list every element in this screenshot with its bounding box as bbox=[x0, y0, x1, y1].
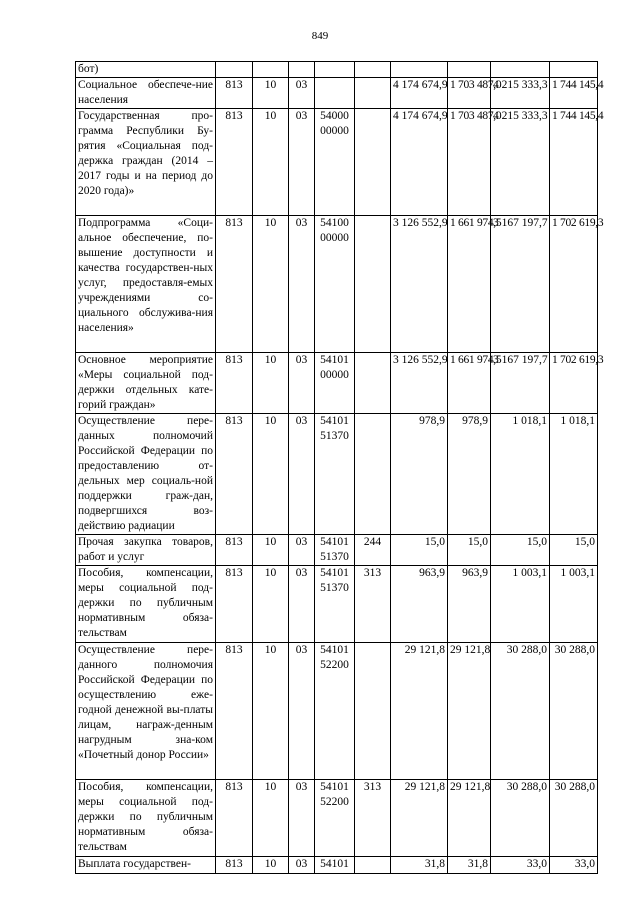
cell-sum-1: 978,9 bbox=[391, 414, 448, 535]
cell-sum-3: 3 167 197,7 bbox=[491, 216, 550, 353]
cell-target-article: 54100 00000 bbox=[315, 216, 355, 353]
cell-grbs: 813 bbox=[216, 353, 253, 414]
cell-name: Прочая закупка товаров, работ и услуг bbox=[76, 535, 216, 566]
cell-target-article bbox=[315, 78, 355, 109]
cell-grbs: 813 bbox=[216, 857, 253, 874]
cell-expense-type: 244 bbox=[355, 535, 391, 566]
table-row bbox=[76, 566, 598, 643]
cell-sum-1: 4 174 674,9 bbox=[391, 78, 448, 109]
cell-sum-2: 1 703 487,0 bbox=[448, 109, 491, 216]
cell-expense-type: 313 bbox=[355, 566, 391, 643]
cell-expense-type bbox=[355, 353, 391, 414]
cell-expense-type bbox=[355, 109, 391, 216]
cell-sum-3: 30 288,0 bbox=[491, 643, 550, 780]
cell-sum-1: 29 121,8 bbox=[391, 780, 448, 857]
table-row bbox=[76, 857, 598, 874]
cell-target-article: 54101 51370 bbox=[315, 535, 355, 566]
cell-sum-4 bbox=[550, 62, 598, 78]
cell-expense-type: 313 bbox=[355, 780, 391, 857]
cell-sum-3: 4 215 333,3 bbox=[491, 109, 550, 216]
cell-sum-3: 1 003,1 bbox=[491, 566, 550, 643]
cell-sum-3: 30 288,0 bbox=[491, 780, 550, 857]
cell-sum-4: 1 744 145,4 bbox=[550, 109, 598, 216]
cell-sum-4: 30 288,0 bbox=[550, 643, 598, 780]
cell-sum-2: 31,8 bbox=[448, 857, 491, 874]
cell-sum-1: 3 126 552,9 bbox=[391, 353, 448, 414]
cell-grbs: 813 bbox=[216, 535, 253, 566]
table-row bbox=[76, 780, 598, 857]
cell-section: 10 bbox=[253, 643, 289, 780]
cell-name: бот) bbox=[76, 62, 216, 78]
cell-subsection: 03 bbox=[289, 857, 315, 874]
cell-expense-type bbox=[355, 643, 391, 780]
cell-subsection: 03 bbox=[289, 780, 315, 857]
cell-subsection: 03 bbox=[289, 535, 315, 566]
cell-name: Осуществление пере-данного полномочия Российской Федерации по осуществлению ежe-годной денежной вы-платы лицам, награж-денным нагрудным зна-ком «Почетный донор России» bbox=[76, 643, 216, 780]
cell-expense-type bbox=[355, 62, 391, 78]
cell-section: 10 bbox=[253, 566, 289, 643]
cell-name: Социальное обеспече-ние населения bbox=[76, 78, 216, 109]
cell-subsection: 03 bbox=[289, 78, 315, 109]
cell-grbs: 813 bbox=[216, 216, 253, 353]
cell-target-article: 54101 52200 bbox=[315, 780, 355, 857]
cell-sum-1: 3 126 552,9 bbox=[391, 216, 448, 353]
cell-expense-type bbox=[355, 414, 391, 535]
cell-subsection: 03 bbox=[289, 643, 315, 780]
cell-sum-2: 1 661 974,5 bbox=[448, 353, 491, 414]
cell-subsection: 03 bbox=[289, 353, 315, 414]
cell-section: 10 bbox=[253, 353, 289, 414]
cell-expense-type bbox=[355, 78, 391, 109]
cell-subsection: 03 bbox=[289, 216, 315, 353]
cell-sum-1: 29 121,8 bbox=[391, 643, 448, 780]
table-row bbox=[76, 353, 598, 414]
cell-sum-3: 15,0 bbox=[491, 535, 550, 566]
cell-grbs bbox=[216, 62, 253, 78]
cell-sum-2: 978,9 bbox=[448, 414, 491, 535]
cell-subsection: 03 bbox=[289, 109, 315, 216]
cell-name: Выплата государствен- bbox=[76, 857, 216, 874]
cell-target-article bbox=[315, 62, 355, 78]
page-number: 849 bbox=[311, 30, 329, 42]
cell-sum-1: 4 174 674,9 bbox=[391, 109, 448, 216]
cell-target-article: 54101 52200 bbox=[315, 643, 355, 780]
cell-sum-1: 963,9 bbox=[391, 566, 448, 643]
cell-sum-1: 15,0 bbox=[391, 535, 448, 566]
cell-sum-2: 29 121,8 bbox=[448, 780, 491, 857]
cell-section: 10 bbox=[253, 78, 289, 109]
cell-sum-3: 3 167 197,7 bbox=[491, 353, 550, 414]
table-row bbox=[76, 535, 598, 566]
cell-sum-4: 1 702 619,3 bbox=[550, 353, 598, 414]
cell-target-article: 54000 00000 bbox=[315, 109, 355, 216]
cell-target-article: 54101 51370 bbox=[315, 414, 355, 535]
cell-sum-4: 1 003,1 bbox=[550, 566, 598, 643]
cell-grbs: 813 bbox=[216, 78, 253, 109]
cell-section: 10 bbox=[253, 857, 289, 874]
cell-sum-3 bbox=[491, 62, 550, 78]
cell-sum-4: 33,0 bbox=[550, 857, 598, 874]
cell-sum-2 bbox=[448, 62, 491, 78]
cell-sum-4: 1 702 619,3 bbox=[550, 216, 598, 353]
cell-sum-4: 1 744 145,4 bbox=[550, 78, 598, 109]
cell-section: 10 bbox=[253, 109, 289, 216]
cell-target-article: 54101 bbox=[315, 857, 355, 874]
cell-expense-type bbox=[355, 216, 391, 353]
table-row bbox=[76, 78, 598, 109]
cell-sum-4: 30 288,0 bbox=[550, 780, 598, 857]
cell-sum-1 bbox=[391, 62, 448, 78]
cell-grbs: 813 bbox=[216, 643, 253, 780]
cell-sum-2: 29 121,8 bbox=[448, 643, 491, 780]
cell-grbs: 813 bbox=[216, 780, 253, 857]
table-row bbox=[76, 109, 598, 216]
table-row bbox=[76, 643, 598, 780]
cell-name: Основное мероприятие «Меры социальной под-держки отдельных кате-горий граждан» bbox=[76, 353, 216, 414]
cell-subsection: 03 bbox=[289, 414, 315, 535]
cell-subsection bbox=[289, 62, 315, 78]
cell-section bbox=[253, 62, 289, 78]
cell-grbs: 813 bbox=[216, 566, 253, 643]
cell-target-article: 54101 51370 bbox=[315, 566, 355, 643]
cell-section: 10 bbox=[253, 535, 289, 566]
budget-table bbox=[75, 61, 604, 874]
cell-name: Подпрограмма «Соци-альное обеспечение, по-вышение доступности и качества государствен-ных услуг, предоставля-емых учреждениями со-циального обслужива-ния населения» bbox=[76, 216, 216, 353]
cell-target-article: 54101 00000 bbox=[315, 353, 355, 414]
table-row bbox=[76, 414, 598, 535]
cell-sum-2: 963,9 bbox=[448, 566, 491, 643]
cell-sum-3: 33,0 bbox=[491, 857, 550, 874]
cell-sum-3: 1 018,1 bbox=[491, 414, 550, 535]
cell-sum-1: 31,8 bbox=[391, 857, 448, 874]
cell-sum-2: 1 703 487,0 bbox=[448, 78, 491, 109]
cell-section: 10 bbox=[253, 216, 289, 353]
cell-section: 10 bbox=[253, 780, 289, 857]
cell-name: Пособия, компенсации, меры социальной под-держки по публичным нормативным обяза-тельствам bbox=[76, 566, 216, 643]
cell-name: Государственная про-грамма Республики Бу-рятия «Социальная под-держка граждан (2014 – 2017 годы и на период до 2020 года)» bbox=[76, 109, 216, 216]
table-row bbox=[76, 216, 598, 353]
cell-grbs: 813 bbox=[216, 109, 253, 216]
cell-grbs: 813 bbox=[216, 414, 253, 535]
cell-name: Пособия, компенсации, меры социальной под-держки по публичным нормативным обяза-тельствам bbox=[76, 780, 216, 857]
cell-expense-type bbox=[355, 857, 391, 874]
table-row bbox=[76, 62, 598, 78]
cell-subsection: 03 bbox=[289, 566, 315, 643]
cell-section: 10 bbox=[253, 414, 289, 535]
cell-sum-3: 4 215 333,3 bbox=[491, 78, 550, 109]
cell-sum-2: 15,0 bbox=[448, 535, 491, 566]
cell-name: Осуществление пере-данных полномочий Российской Федерации по предоставлению от-дельных мер социаль-ной поддержки граж-дан, подвергшихся воз-действию радиации bbox=[76, 414, 216, 535]
cell-sum-4: 1 018,1 bbox=[550, 414, 598, 535]
cell-sum-2: 1 661 974,5 bbox=[448, 216, 491, 353]
cell-sum-4: 15,0 bbox=[550, 535, 598, 566]
